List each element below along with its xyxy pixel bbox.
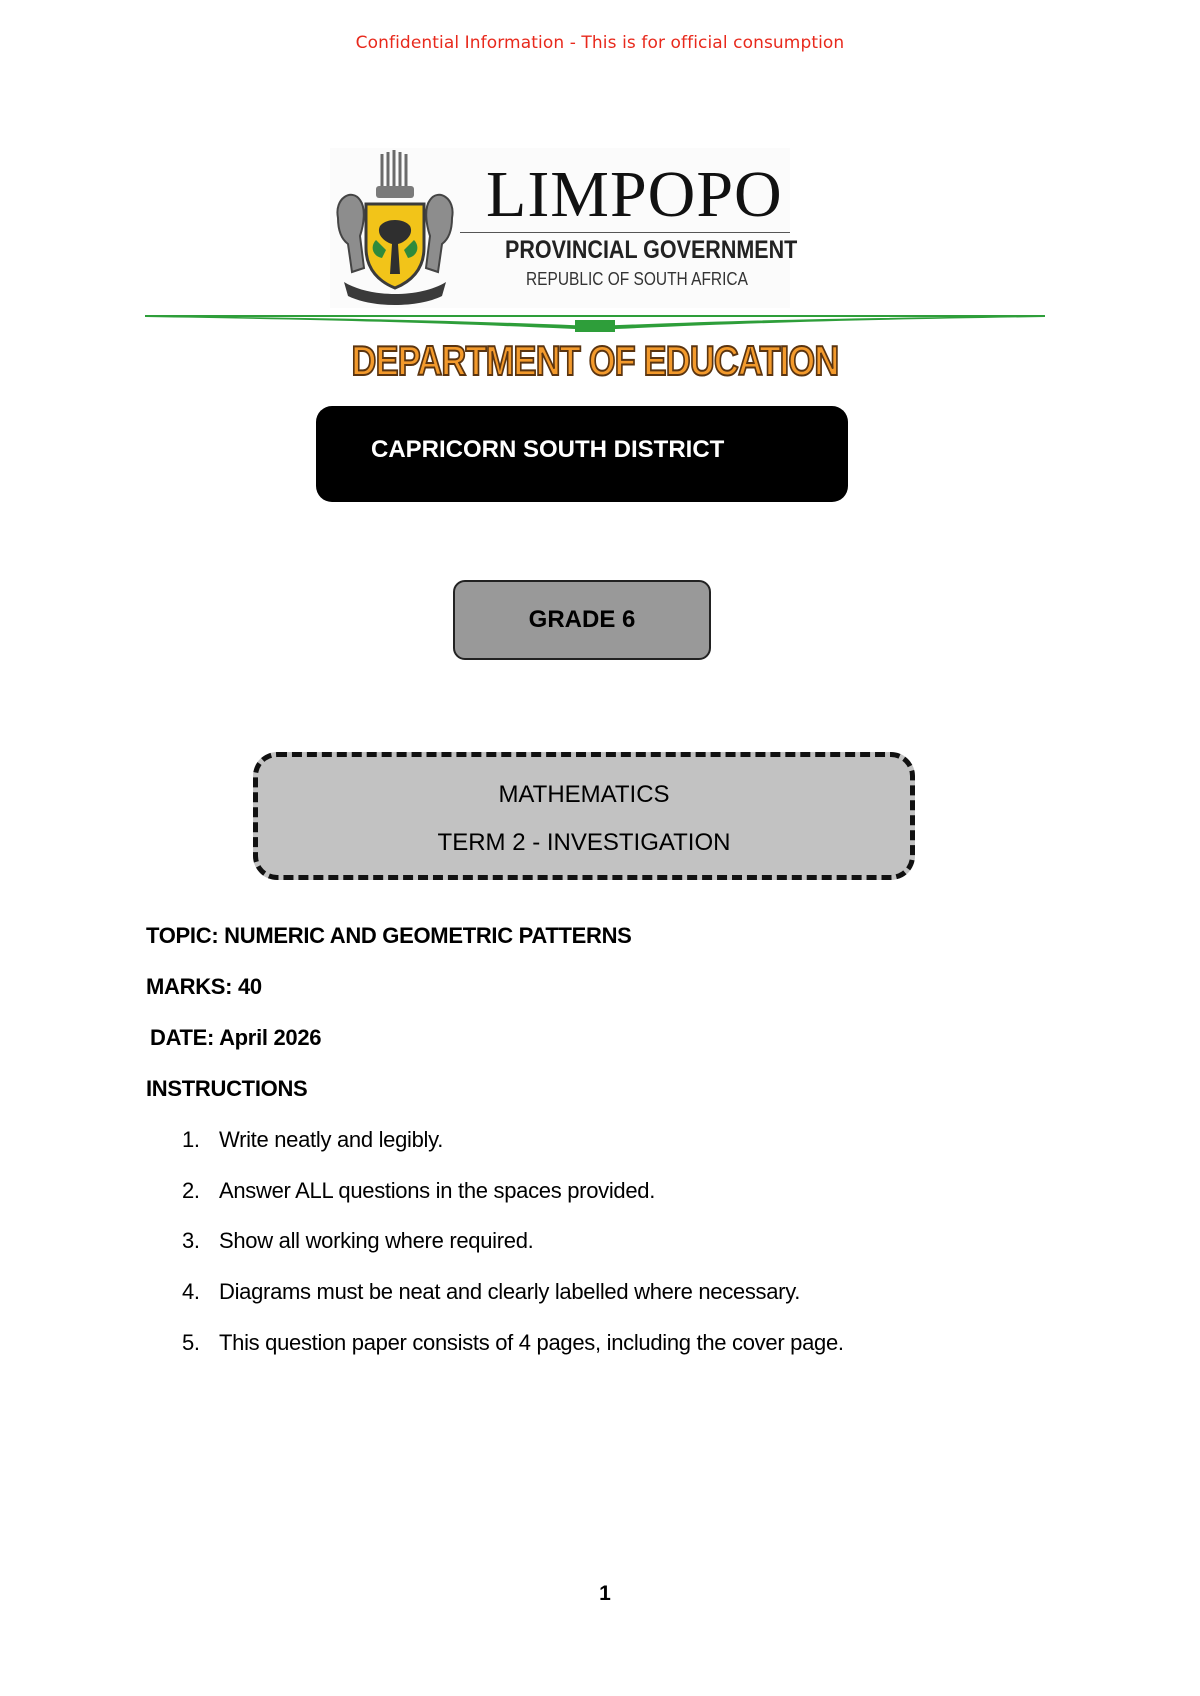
district-label: CAPRICORN SOUTH DISTRICT [371, 436, 725, 463]
logo-country: REPUBLIC OF SOUTH AFRICA [526, 269, 748, 289]
department-heading: DEPARTMENT OF EDUCATION [351, 337, 839, 384]
logo-subtitle: PROVINCIAL GOVERNMENT [505, 236, 798, 264]
instruction-number: 2. [182, 1178, 200, 1203]
green-divider [145, 314, 1045, 334]
instruction-number: 1. [182, 1127, 200, 1152]
logo-divider [460, 232, 790, 233]
instruction-number: 5. [182, 1330, 200, 1355]
confidential-notice: Confidential Information - This is for official consumption [355, 33, 845, 53]
page-number: 1 [599, 1582, 611, 1605]
instruction-text: Diagrams must be neat and clearly labelled where necessary. [219, 1279, 801, 1304]
instruction-text: Write neatly and legibly. [219, 1127, 444, 1152]
instruction-text: Show all working where required. [219, 1228, 534, 1253]
instruction-number: 4. [182, 1279, 200, 1304]
date-line: DATE: April 2026 [150, 1025, 322, 1050]
instructions-heading: INSTRUCTIONS [146, 1076, 308, 1101]
grade-badge: GRADE 6 [453, 580, 711, 660]
subject-term: TERM 2 - INVESTIGATION [437, 829, 731, 856]
subject-name: MATHEMATICS [498, 781, 670, 808]
coat-of-arms-icon [330, 148, 460, 308]
topic-line: TOPIC: NUMERIC AND GEOMETRIC PATTERNS [146, 923, 632, 948]
instruction-text: This question paper consists of 4 pages, including the cover page. [219, 1330, 844, 1355]
marks-line: MARKS: 40 [146, 974, 262, 999]
logo-title: LIMPOPO [486, 158, 783, 231]
subject-banner [253, 752, 915, 880]
limpopo-government-logo [330, 148, 798, 308]
district-banner [316, 406, 848, 502]
instruction-number: 3. [182, 1228, 200, 1253]
instruction-text: Answer ALL questions in the spaces provided. [219, 1178, 656, 1203]
